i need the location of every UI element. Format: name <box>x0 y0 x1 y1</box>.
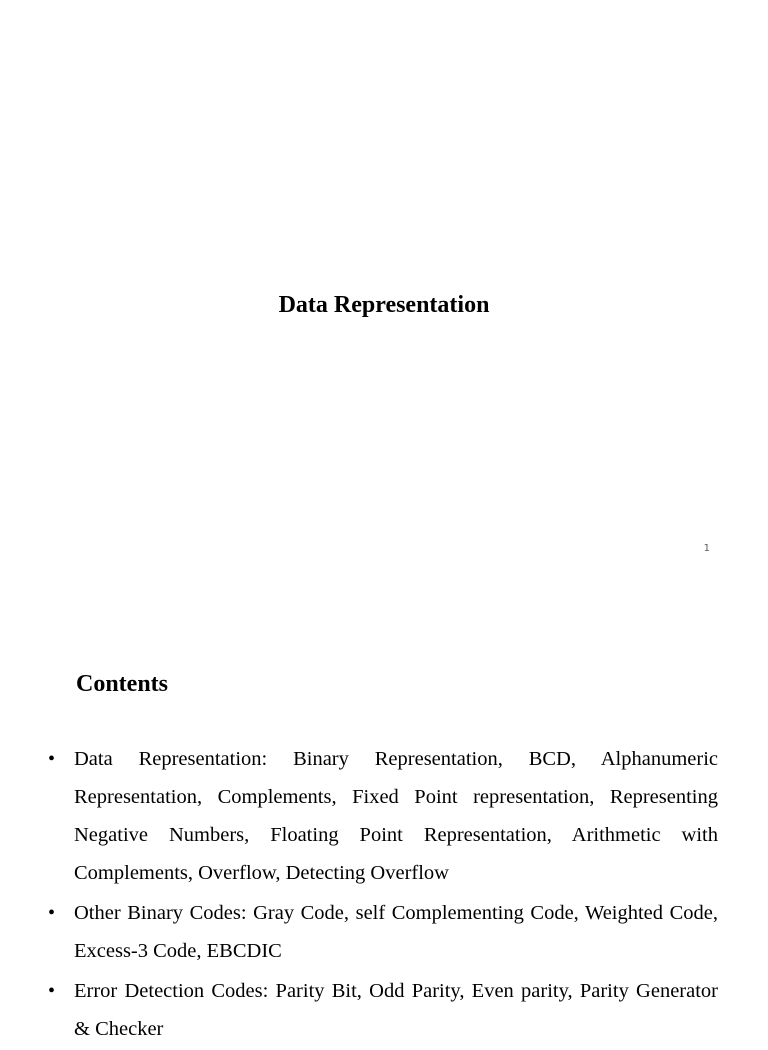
list-item-text: Error Detection Codes: Parity Bit, Odd Parity, Even parity, Parity Generator & Checker <box>74 980 718 1040</box>
list-item-text: Other Binary Codes: Gray Code, self Complementing Code, Weighted Code, Excess-3 Code, EBCDIC <box>74 902 718 962</box>
page-number: 1 <box>703 543 710 554</box>
list-item <box>48 740 718 892</box>
contents-heading: Contents <box>76 671 169 697</box>
slide-title: Data Representation <box>278 292 490 318</box>
list-item <box>48 894 718 970</box>
contents-list <box>48 740 718 1050</box>
contents-slide <box>0 576 768 1040</box>
list-item <box>48 972 718 1048</box>
bullet-icon: • <box>48 902 56 924</box>
bullet-icon: • <box>48 980 56 1002</box>
bullet-icon: • <box>48 748 56 770</box>
list-item-text: Data Representation: Binary Representation, BCD, Alphanumeric Representation, Complements, Fixed Point representation, Representing Negative Numbers, Floating Point Representation, Arithmetic with Complements, Overflow, Detecting Overflow <box>74 748 718 884</box>
